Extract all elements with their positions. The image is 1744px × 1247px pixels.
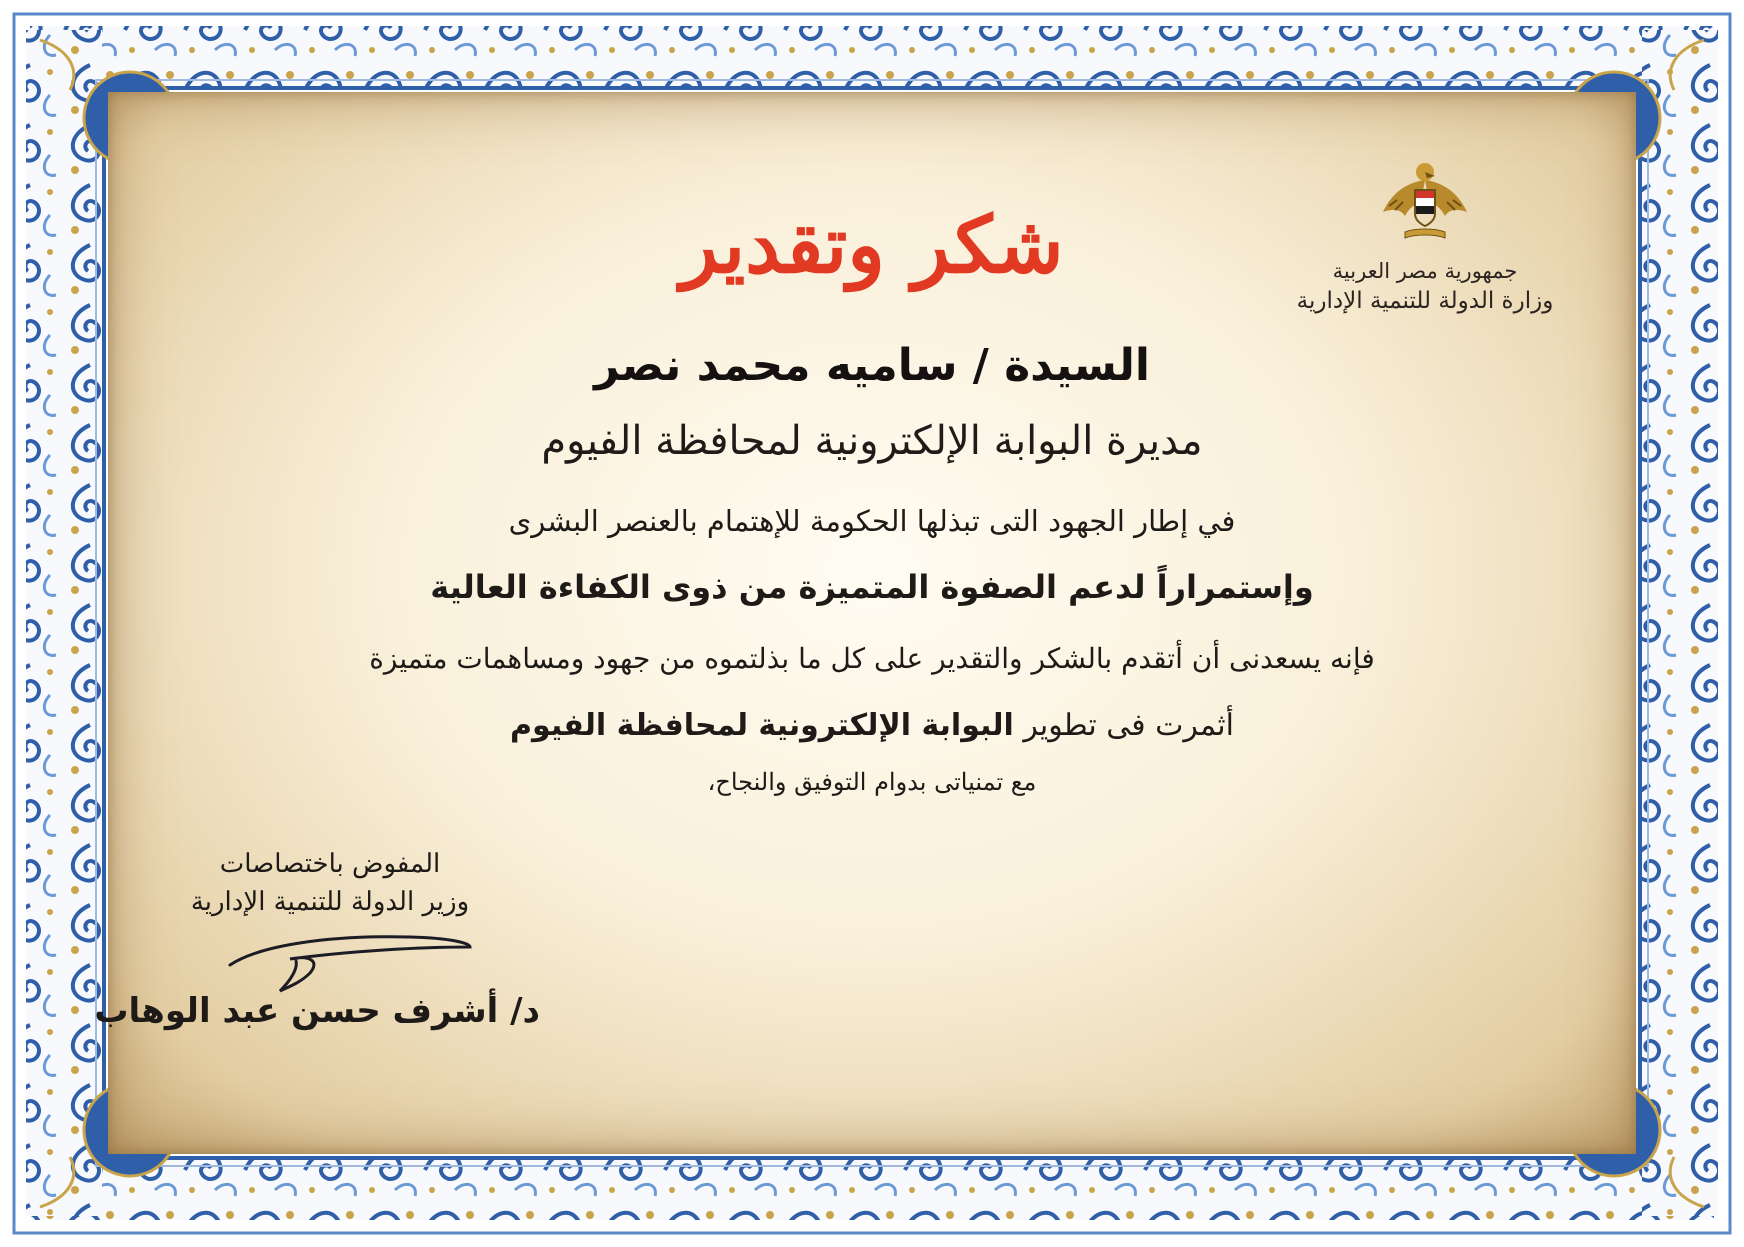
body-line-4-bold: البوابة الإلكترونية لمحافظة الفيوم bbox=[510, 708, 1014, 743]
issuer-ministry: وزارة الدولة للتنمية الإدارية bbox=[1296, 288, 1554, 314]
signer-name: د/ أشرف حسن عبد الوهاب bbox=[94, 991, 540, 1031]
handwritten-signature-icon bbox=[170, 925, 490, 995]
signer-role-line-2: وزير الدولة للتنمية الإدارية bbox=[190, 887, 470, 917]
body-line-1: في إطار الجهود التى تبذلها الحكومة للإهتمام بالعنصر البشرى bbox=[508, 504, 1236, 538]
body-line-2: وإستمراراً لدعم الصفوة المتميزة من ذوى الكفاءة العالية bbox=[430, 568, 1314, 606]
recipient-name: السيدة / ساميه محمد نصر bbox=[594, 340, 1150, 391]
recipient-position: مديرة البوابة الإلكترونية لمحافظة الفيوم bbox=[541, 418, 1203, 464]
signer-role-line-1: المفوض باختصاصات bbox=[219, 849, 441, 879]
body-line-4-prefix: أثمرت فى تطوير bbox=[1023, 708, 1234, 743]
body-line-4 bbox=[0, 708, 1744, 743]
closing-line: مع تمنياتى بدوام التوفيق والنجاح، bbox=[707, 768, 1037, 796]
certificate-title: شكر وتقدير bbox=[680, 200, 1064, 291]
signature-block bbox=[94, 845, 540, 1031]
issuer-country: جمهورية مصر العربية bbox=[1332, 259, 1518, 283]
body-line-3: فإنه يسعدنى أن أتقدم بالشكر والتقدير على كل ما بذلتموه من جهود ومساهمات متميزة bbox=[369, 642, 1375, 675]
